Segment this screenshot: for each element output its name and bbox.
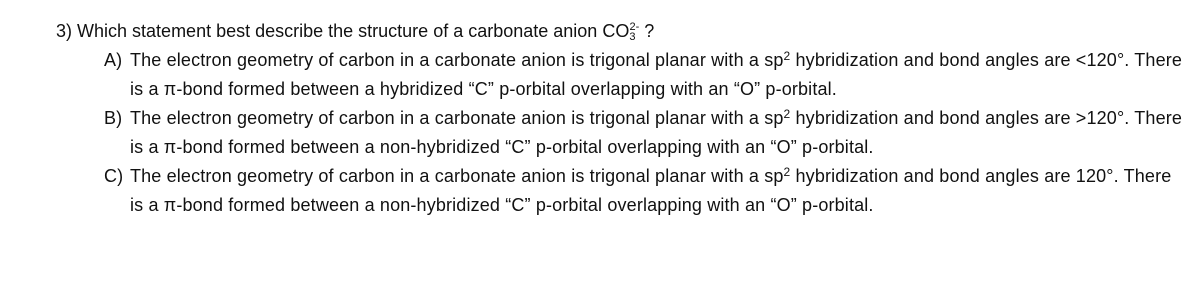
question-mark: ? xyxy=(644,21,655,41)
question-stem xyxy=(56,17,1186,46)
option-text: The electron geometry of carbon in a carbonate anion is trigonal planar with a sp xyxy=(130,50,784,70)
question-block xyxy=(56,17,1186,220)
formula-base: CO xyxy=(602,21,630,41)
question-text: Which statement best describe the structure of a carbonate anion xyxy=(77,21,598,41)
option-text: The electron geometry of carbon in a carbonate anion is trigonal planar with a sp xyxy=(130,108,784,128)
question-number: 3) xyxy=(56,21,73,41)
option-c[interactable] xyxy=(56,162,1186,220)
formula-charge: 2- xyxy=(629,21,640,33)
option-text-cont: hybridization and bond angles are >120°. There is a π-bond formed between a non-hybridized “C” p-orbital overlapping with an “O” p-orbital. xyxy=(130,108,1183,157)
option-text-cont: hybridization and bond angles are <120°. There is a π-bond formed between a hybridized “C” p-orbital overlapping with an “O” p-orbital. xyxy=(130,50,1183,99)
superscript: 2 xyxy=(783,107,791,121)
option-a[interactable] xyxy=(56,46,1186,104)
carbonate-formula xyxy=(602,21,639,41)
option-text: The electron geometry of carbon in a carbonate anion is trigonal planar with a sp xyxy=(130,166,784,186)
option-letter: C) xyxy=(104,166,124,186)
option-letter: A) xyxy=(104,50,123,70)
option-text-cont: hybridization and bond angles are 120°. There is a π-bond formed between a non-hybridized “C” p-orbital overlapping with an “O” p-orbital. xyxy=(130,166,1172,215)
superscript: 2 xyxy=(783,165,791,179)
option-letter: B) xyxy=(104,108,123,128)
formula-subscript: 3 xyxy=(629,31,636,43)
answer-options xyxy=(56,46,1186,220)
option-b[interactable] xyxy=(56,104,1186,162)
superscript: 2 xyxy=(783,49,791,63)
